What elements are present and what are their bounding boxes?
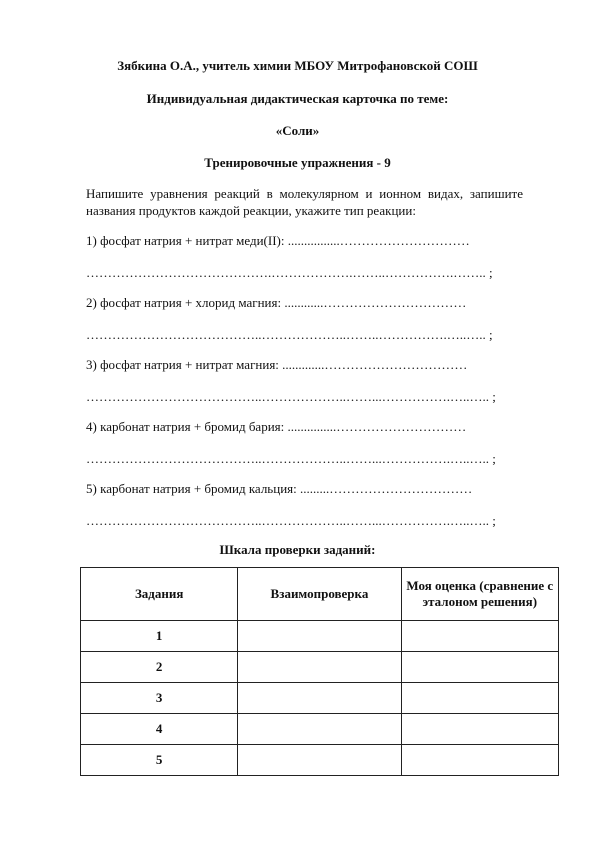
self-grade-cell[interactable] [401, 621, 558, 652]
peer-review-cell[interactable] [238, 745, 401, 776]
task-1-prompt: 1) фосфат натрия + нитрат меди(II): ................………………………… [86, 233, 470, 248]
table-row [81, 745, 559, 776]
table-row [81, 652, 559, 683]
task-number-cell: 4 [81, 714, 238, 745]
self-grade-cell[interactable] [401, 683, 558, 714]
card-subtitle: Индивидуальная дидактическая карточка по теме: [146, 91, 449, 106]
table-header-row [81, 568, 559, 621]
table-row [81, 683, 559, 714]
exercise-title: Тренировочные упражнения - 9 [204, 155, 391, 170]
self-grade-cell[interactable] [401, 745, 558, 776]
task-5-prompt: 5) карбонат натрия + бромид кальция: .........…………………………… [86, 481, 473, 496]
task-2-prompt: 2) фосфат натрия + хлорид магния: ............…………………………… [86, 295, 467, 310]
peer-review-cell[interactable] [238, 621, 401, 652]
task-number-cell: 3 [81, 683, 238, 714]
task-5-answer-line: …………………………………..………………..……...…………….…..….. ; [86, 513, 496, 528]
instructions-text: Напишите уравнения реакций в молекулярном и ионном видах, запишите названия продуктов каждой реакции, укажите тип реакции: [86, 186, 523, 218]
peer-review-cell[interactable] [238, 683, 401, 714]
task-number-cell: 2 [81, 652, 238, 683]
task-4-answer-line: …………………………………..………………..……...…………….…..….. ; [86, 451, 496, 466]
peer-review-cell[interactable] [238, 652, 401, 683]
self-grade-cell[interactable] [401, 714, 558, 745]
column-header-tasks: Задания [81, 568, 238, 621]
task-2-answer-line: …………………………………..………………..……..…………….…..….. ; [86, 327, 493, 342]
author-line: Зябкина О.А., учитель химии МБОУ Митрофановской СОШ [117, 58, 478, 73]
column-header-peer-review: Взаимопроверка [238, 568, 401, 621]
task-number-cell: 5 [81, 745, 238, 776]
table-row [81, 621, 559, 652]
table-row [81, 714, 559, 745]
task-1-answer-line: …………………………………….……………….……..…………….…….. ; [86, 265, 493, 280]
task-3-prompt: 3) фосфат натрия + нитрат магния: .............…………………………… [86, 357, 468, 372]
task-3-answer-line: …………………………………..………………..……...…………….…..….. ; [86, 389, 496, 404]
peer-review-cell[interactable] [238, 714, 401, 745]
scale-title: Шкала проверки заданий: [219, 542, 376, 557]
topic-title: «Соли» [275, 123, 320, 138]
scale-table [80, 567, 559, 776]
column-header-self-grade: Моя оценка (сравнение с эталоном решения) [401, 568, 558, 621]
self-grade-cell[interactable] [401, 652, 558, 683]
task-4-prompt: 4) карбонат натрия + бромид бария: ...............………………………… [86, 419, 467, 434]
task-number-cell: 1 [81, 621, 238, 652]
